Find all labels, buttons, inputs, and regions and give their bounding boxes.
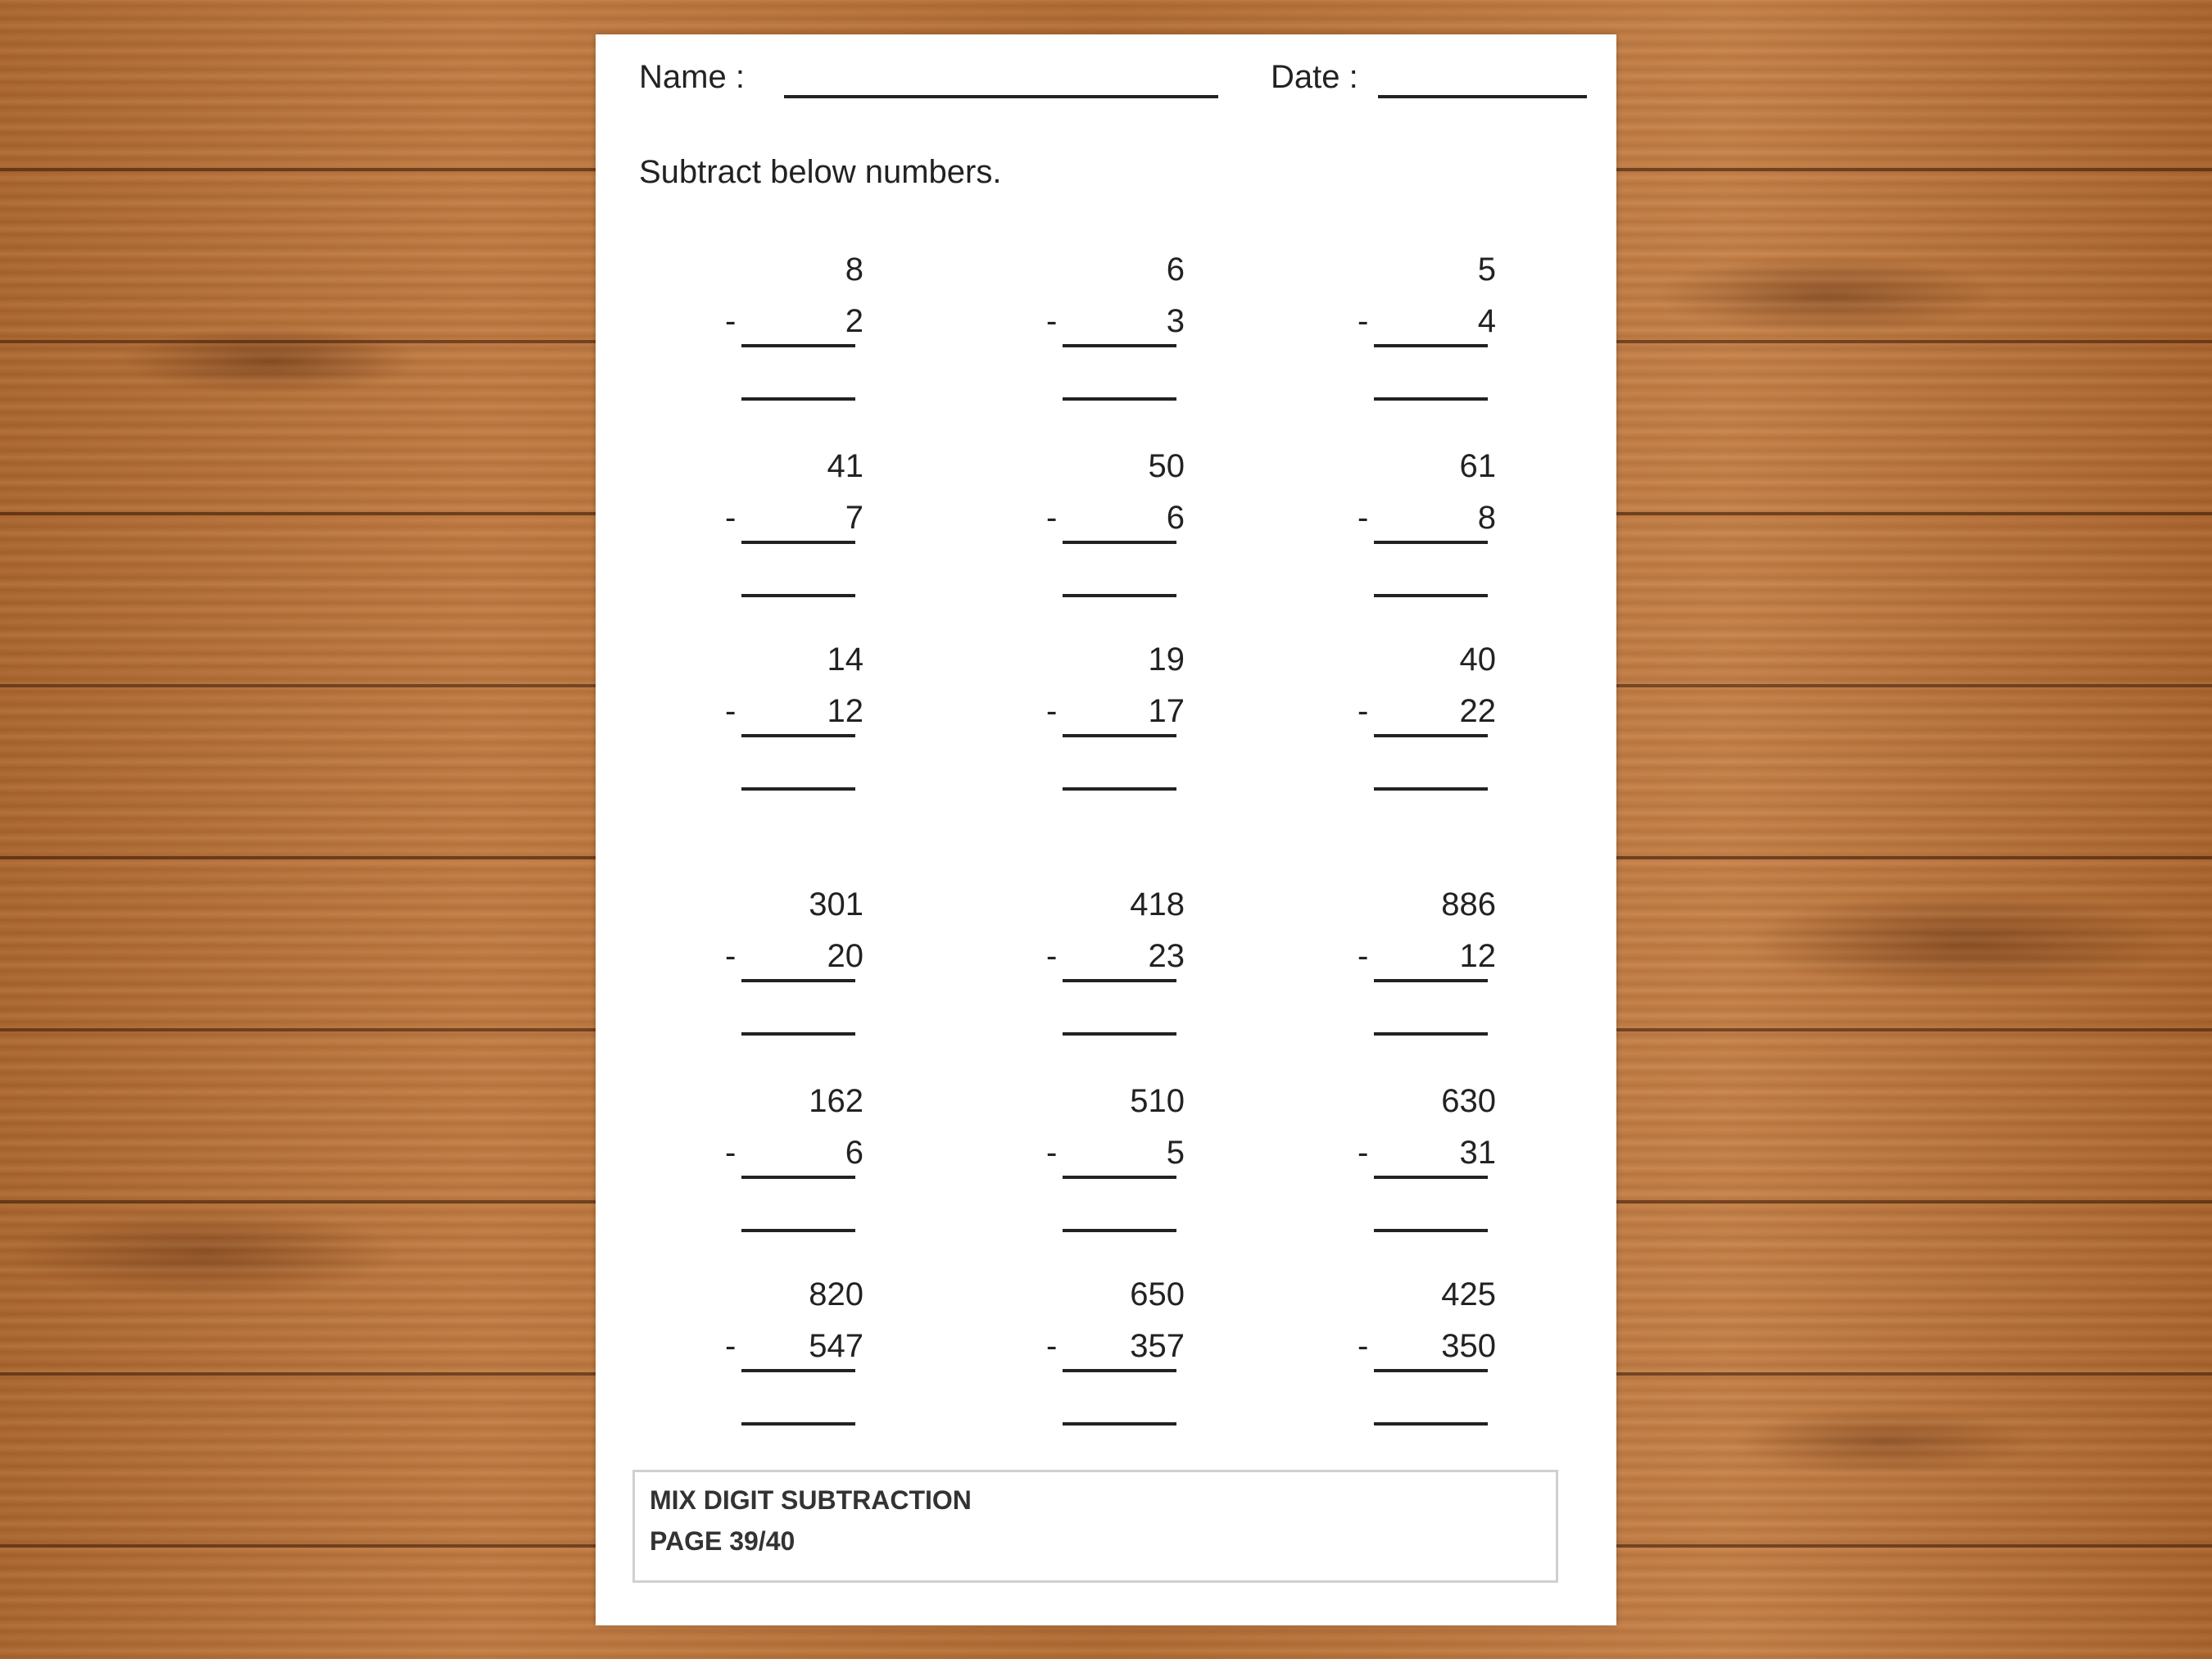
minus-sign: - (725, 693, 737, 729)
operation-rule (741, 1369, 855, 1372)
date-label: Date : (1271, 59, 1358, 95)
subtraction-problem (1358, 1081, 1501, 1213)
minuend: 40 (1459, 641, 1496, 678)
operation-rule (1063, 541, 1176, 544)
name-field[interactable] (784, 95, 1218, 98)
minuend: 14 (827, 641, 863, 678)
answer-line[interactable] (1374, 397, 1488, 401)
minus-sign: - (1358, 693, 1369, 729)
operation-rule (1374, 734, 1488, 737)
minus-sign: - (1046, 1328, 1058, 1364)
minuend: 6 (1166, 252, 1185, 288)
answer-line[interactable] (741, 594, 855, 597)
minuend: 820 (809, 1276, 863, 1312)
minuend: 50 (1148, 448, 1185, 484)
answer-line[interactable] (1374, 1229, 1488, 1232)
subtraction-problem (1046, 250, 1190, 381)
answer-line[interactable] (1063, 1422, 1176, 1426)
operation-rule (1063, 734, 1176, 737)
answer-line[interactable] (1374, 594, 1488, 597)
minus-sign: - (1358, 938, 1369, 974)
operation-rule (1374, 979, 1488, 982)
subtrahend: 4 (1477, 303, 1496, 339)
answer-line[interactable] (1374, 1422, 1488, 1426)
minuend: 41 (827, 448, 863, 484)
operation-rule (1374, 344, 1488, 347)
date-field[interactable] (1378, 95, 1587, 98)
subtrahend: 20 (827, 938, 863, 974)
operation-rule (741, 344, 855, 347)
subtraction-problem (1046, 1081, 1190, 1213)
subtrahend: 17 (1148, 693, 1185, 729)
subtrahend: 7 (845, 500, 863, 536)
minuend: 8 (845, 252, 863, 288)
name-label: Name : (639, 59, 745, 95)
minuend: 5 (1477, 252, 1496, 288)
subtraction-problem (1046, 446, 1190, 578)
minus-sign: - (1358, 1135, 1369, 1171)
minuend: 510 (1130, 1083, 1185, 1119)
answer-line[interactable] (1063, 787, 1176, 791)
minuend: 162 (809, 1083, 863, 1119)
subtrahend: 6 (1166, 500, 1185, 536)
answer-line[interactable] (741, 397, 855, 401)
operation-rule (1063, 1369, 1176, 1372)
subtraction-problem (1358, 1275, 1501, 1406)
subtraction-problem (1358, 446, 1501, 578)
answer-line[interactable] (1063, 594, 1176, 597)
subtrahend: 547 (809, 1328, 863, 1364)
subtraction-problem (725, 1275, 868, 1406)
worksheet-page (596, 34, 1616, 1625)
minus-sign: - (1046, 500, 1058, 536)
minus-sign: - (1046, 938, 1058, 974)
operation-rule (1063, 344, 1176, 347)
answer-line[interactable] (741, 1032, 855, 1036)
subtraction-problem (1046, 1275, 1190, 1406)
footer-title: MIX DIGIT SUBTRACTION (650, 1485, 972, 1515)
operation-rule (1063, 1176, 1176, 1179)
operation-rule (741, 1176, 855, 1179)
subtrahend: 350 (1441, 1328, 1496, 1364)
subtrahend: 2 (845, 303, 863, 339)
minus-sign: - (725, 500, 737, 536)
minuend: 630 (1441, 1083, 1496, 1119)
minus-sign: - (1358, 500, 1369, 536)
operation-rule (1374, 541, 1488, 544)
operation-rule (1374, 1176, 1488, 1179)
subtraction-problem (1358, 885, 1501, 1016)
answer-line[interactable] (741, 787, 855, 791)
operation-rule (1374, 1369, 1488, 1372)
answer-line[interactable] (1374, 1032, 1488, 1036)
subtraction-problem (725, 885, 868, 1016)
minuend: 425 (1441, 1276, 1496, 1312)
minuend: 418 (1130, 886, 1185, 922)
subtrahend: 23 (1148, 938, 1185, 974)
subtrahend: 5 (1166, 1135, 1185, 1171)
minus-sign: - (1046, 303, 1058, 339)
subtraction-problem (1358, 640, 1501, 771)
minus-sign: - (1046, 1135, 1058, 1171)
subtraction-problem (725, 446, 868, 578)
operation-rule (741, 979, 855, 982)
operation-rule (741, 541, 855, 544)
minus-sign: - (1358, 1328, 1369, 1364)
subtrahend: 8 (1477, 500, 1496, 536)
minuend: 650 (1130, 1276, 1185, 1312)
minuend: 301 (809, 886, 863, 922)
answer-line[interactable] (1063, 1032, 1176, 1036)
minuend: 886 (1441, 886, 1496, 922)
answer-line[interactable] (1063, 1229, 1176, 1232)
answer-line[interactable] (1063, 397, 1176, 401)
subtrahend: 357 (1130, 1328, 1185, 1364)
footer-box (632, 1470, 1558, 1583)
subtraction-problem (725, 250, 868, 381)
subtrahend: 3 (1166, 303, 1185, 339)
minuend: 61 (1459, 448, 1496, 484)
minus-sign: - (725, 938, 737, 974)
subtrahend: 31 (1459, 1135, 1496, 1171)
minus-sign: - (1358, 303, 1369, 339)
minus-sign: - (725, 303, 737, 339)
subtraction-problem (1358, 250, 1501, 381)
operation-rule (741, 734, 855, 737)
operation-rule (1063, 979, 1176, 982)
subtraction-problem (1046, 640, 1190, 771)
subtraction-problem (1046, 885, 1190, 1016)
footer-page-number: PAGE 39/40 (650, 1526, 796, 1556)
subtrahend: 12 (1459, 938, 1496, 974)
instructions: Subtract below numbers. (639, 154, 1002, 190)
minus-sign: - (1046, 693, 1058, 729)
answer-line[interactable] (1374, 787, 1488, 791)
subtrahend: 6 (845, 1135, 863, 1171)
minuend: 19 (1148, 641, 1185, 678)
subtrahend: 22 (1459, 693, 1496, 729)
minus-sign: - (725, 1328, 737, 1364)
minus-sign: - (725, 1135, 737, 1171)
subtrahend: 12 (827, 693, 863, 729)
answer-line[interactable] (741, 1422, 855, 1426)
subtraction-problem (725, 640, 868, 771)
answer-line[interactable] (741, 1229, 855, 1232)
subtraction-problem (725, 1081, 868, 1213)
